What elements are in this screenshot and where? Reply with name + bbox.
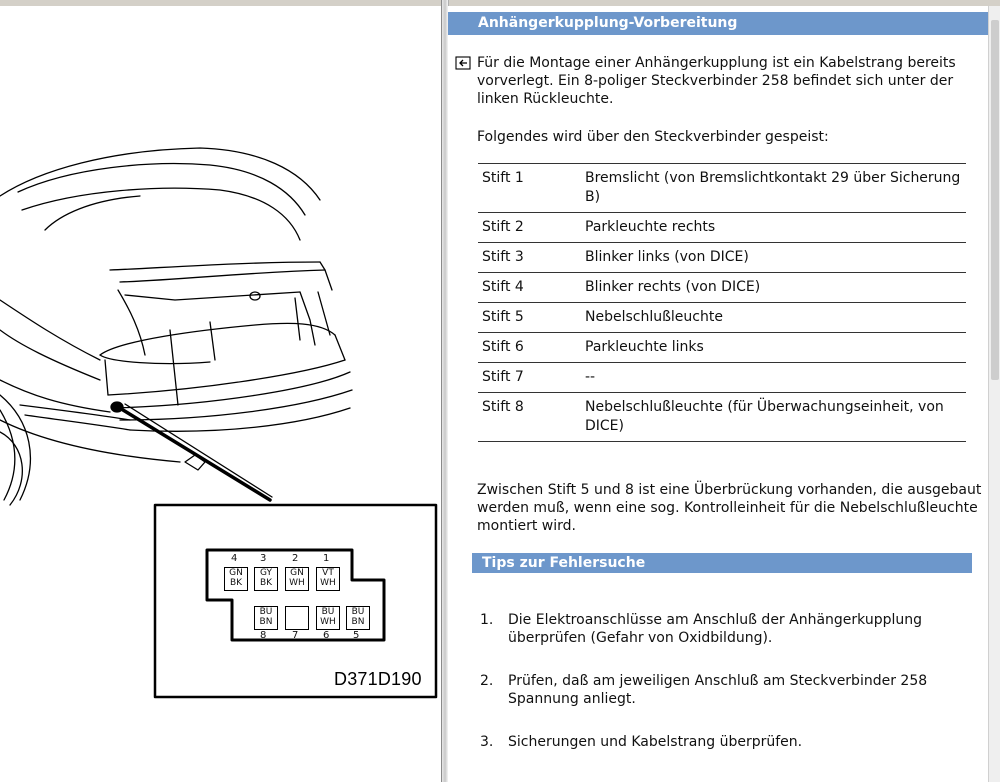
pin-number: 2 <box>292 553 299 564</box>
back-link-icon[interactable] <box>455 56 471 70</box>
pin-number: 7 <box>292 630 299 641</box>
pin-label: Stift 7 <box>478 363 585 393</box>
list-item <box>478 611 973 647</box>
table-row <box>478 393 966 442</box>
pin-label: Stift 5 <box>478 303 585 333</box>
car-rear-illustration <box>0 6 441 782</box>
section-title-troubleshooting: Tips zur Fehlersuche <box>472 553 972 573</box>
table-row <box>478 243 966 273</box>
section-title-trailer-prep: Anhängerkupplung-Vorbereitung <box>448 12 988 35</box>
diagram-label: D371D190 <box>334 669 422 689</box>
pin-number: 4 <box>231 553 238 564</box>
list-text: Sicherungen und Kabelstrang überprüfen. <box>508 734 803 750</box>
table-row <box>478 273 966 303</box>
pin-box <box>285 606 309 630</box>
pin-description: Nebelschlußleuchte (für Überwachungseinheit, von DICE) <box>585 393 966 442</box>
intro-paragraph: Für die Montage einer Anhängerkupplung ist ein Kabelstrang bereits vorverlegt. Ein 8-poliger Steckverbinder 258 befindet sich unter der linken Rückleuchte. <box>477 55 956 107</box>
table-row <box>478 213 966 243</box>
pin-description: Blinker links (von DICE) <box>585 243 966 273</box>
vertical-scrollbar[interactable] <box>988 6 1000 782</box>
pin-box: BU WH <box>316 606 340 630</box>
pin-box: GN WH <box>285 567 309 591</box>
pin-number: 1 <box>323 553 330 564</box>
list-text: Die Elektroanschlüsse am Anschluß der Anhängerkupplung überprüfen (Gefahr von Oxidbildung). <box>508 612 923 646</box>
pin-label: Stift 4 <box>478 273 585 303</box>
list-item <box>478 672 973 708</box>
pin-box: VT WH <box>316 567 340 591</box>
pin-box: BU BN <box>254 606 278 630</box>
pin-description: Blinker rechts (von DICE) <box>585 273 966 303</box>
list-number: 2. <box>480 673 494 689</box>
pin-box: GN BK <box>224 567 248 591</box>
list-number: 1. <box>480 612 494 628</box>
scrollbar-thumb[interactable] <box>991 20 999 380</box>
pin-number: 8 <box>260 630 267 641</box>
pin-label: Stift 1 <box>478 164 585 213</box>
list-text: Prüfen, daß am jeweiligen Anschluß am Steckverbinder 258 Spannung anliegt. <box>508 673 928 707</box>
list-number: 3. <box>480 734 494 750</box>
list-item <box>478 733 973 751</box>
pin-label: Stift 2 <box>478 213 585 243</box>
table-row <box>478 303 966 333</box>
pin-label: Stift 8 <box>478 393 585 442</box>
lead-paragraph: Folgendes wird über den Steckverbinder gespeist: <box>477 129 829 145</box>
pin-table <box>478 163 966 442</box>
pin-description: Nebelschlußleuchte <box>585 303 966 333</box>
pin-number: 3 <box>260 553 267 564</box>
pin-label: Stift 6 <box>478 333 585 363</box>
pin-box: GY BK <box>254 567 278 591</box>
table-row <box>478 164 966 213</box>
pin-description: Parkleuchte rechts <box>585 213 966 243</box>
pin-description: Bremslicht (von Bremslichtkontakt 29 über Sicherung B) <box>585 164 966 213</box>
illustration-pane <box>0 6 441 782</box>
pin-number: 5 <box>353 630 360 641</box>
tips-list <box>478 611 973 751</box>
table-row <box>478 333 966 363</box>
note-paragraph: Zwischen Stift 5 und 8 ist eine Überbrückung vorhanden, die ausgebaut werden muß, wenn eine sog. Kontrolleinheit für die Nebelschlußleuchte montiert wird. <box>477 482 982 534</box>
table-row <box>478 363 966 393</box>
pin-box: BU BN <box>346 606 370 630</box>
pin-number: 6 <box>323 630 330 641</box>
pin-description: Parkleuchte links <box>585 333 966 363</box>
document-pane <box>448 6 988 782</box>
pin-label: Stift 3 <box>478 243 585 273</box>
pin-description: -- <box>585 363 966 393</box>
